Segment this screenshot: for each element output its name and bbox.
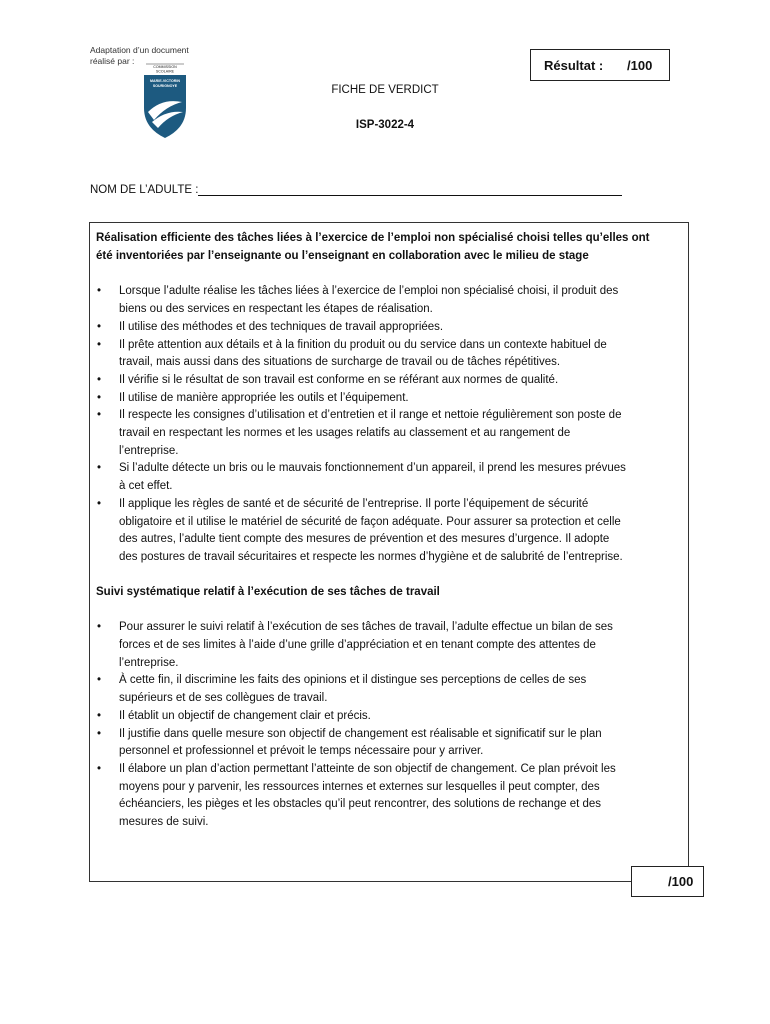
document-title: FICHE DE VERDICT (331, 84, 439, 96)
bullet-icon: • (97, 373, 102, 386)
list-item (96, 619, 686, 672)
list-item-line: à cet effet. (119, 480, 173, 493)
list-item-line: Il élabore un plan d’action permettant l’atteinte de son objectif de changement. Ce plan prévoit les (119, 762, 616, 775)
list-item-line: À cette fin, il discrimine les faits des opinions et il distingue ses perceptions de celles de ses (119, 674, 587, 687)
document-code: ISP-3022-4 (355, 119, 415, 131)
list-item-line: Il établit un objectif de changement clair et précis. (119, 709, 371, 722)
list-item-line: échéanciers, les pièges et les obstacles qu’il peut rencontrer, des solutions de rechange et des (119, 798, 602, 811)
list-item-line: travail, mais aussi dans des situations de surcharge de travail ou de tâches répétitives. (119, 356, 561, 369)
list-item (96, 337, 686, 372)
list-item (96, 460, 686, 495)
list-item-line: l’entreprise. (119, 656, 179, 669)
list-item-line: Il prête attention aux détails et à la finition du produit ou du service dans un contexte habituel de (119, 338, 607, 351)
list-item-line: Pour assurer le suivi relatif à l’exécution de ses tâches de travail, l’adulte effectue un bilan de ses (119, 621, 613, 634)
list-item-line: supérieurs et de ses collègues de travail. (119, 692, 328, 705)
list-item-line: l’entreprise. (119, 444, 179, 457)
bullet-icon: • (97, 462, 102, 475)
list-item-line: biens ou des services en respectant les étapes de réalisation. (119, 303, 433, 316)
name-field-row (90, 183, 622, 196)
list-item (96, 672, 686, 707)
list-item-line: forces et de ses limites à l’aide d’une grille d’appréciation et en tenant compte des attentes de (119, 639, 596, 652)
list-item-line: Il justifie dans quelle mesure son objectif de changement est réalisable et significatif sur le plan (119, 727, 602, 740)
list-item-line: travail en respectant les normes et les usages relatifs au classement et au rangement de (119, 427, 571, 440)
list-item-line: Il utilise des méthodes et des techniques de travail appropriées. (119, 320, 444, 333)
section-2-list (96, 619, 686, 831)
bullet-icon: • (97, 409, 102, 422)
result-box (530, 49, 670, 81)
total-score-box (631, 866, 704, 897)
bullet-icon: • (97, 674, 102, 687)
bullet-icon: • (97, 338, 102, 351)
svg-text:SCOLAIRE: SCOLAIRE (155, 69, 175, 74)
list-item-line: mesures de suivi. (119, 816, 209, 829)
bullet-icon: • (97, 320, 102, 333)
list-item (96, 708, 686, 726)
bullet-icon: • (97, 727, 102, 740)
result-value: /100 (627, 58, 653, 73)
total-score: /100 (668, 874, 694, 889)
list-item-line: moyens pour y parvenir, les ressources internes et externes sur lesquelles il peut compter, des (119, 780, 600, 793)
section-1-title (96, 230, 686, 265)
list-item-line: Il utilise de manière appropriée les outils et l’équipement. (119, 391, 409, 404)
section-1-title-line: Réalisation efficiente des tâches liées à l’exercice de l’emploi non spécialisé choisi telles qu’elles ont (96, 232, 650, 244)
list-item-line: Si l’adulte détecte un bris ou le mauvais fonctionnement d’un appareil, il prend les mesures prévues (119, 462, 626, 475)
adaptation-line-1: Adaptation d’un document (90, 45, 189, 55)
name-blank-line[interactable] (198, 183, 622, 196)
list-item (96, 390, 686, 408)
bullet-icon: • (97, 621, 102, 634)
criteria-content (96, 230, 686, 832)
list-item-line: des postures de travail sécuritaires et respecte les normes d’hygiène et de salubrité de l’entreprise. (119, 550, 623, 563)
list-item (96, 319, 686, 337)
svg-text:COMMISSION: COMMISSION (153, 65, 177, 69)
list-item (96, 761, 686, 832)
bullet-icon: • (97, 391, 102, 404)
list-item (96, 726, 686, 761)
bullet-icon: • (97, 497, 102, 510)
svg-text:SOURIGNOYE: SOURIGNOYE (152, 84, 178, 88)
list-item (96, 372, 686, 390)
bullet-icon: • (97, 285, 102, 298)
adaptation-line-2: réalisé par : (90, 56, 135, 66)
list-item-line: Il respecte les consignes d’utilisation et d’entretien et il range et nettoie régulièrement son poste de (119, 409, 622, 422)
list-item (96, 496, 686, 567)
list-item-line: Lorsque l’adulte réalise les tâches liées à l’exercice de l’emploi non spécialisé choisi, il produit des (119, 285, 619, 298)
bullet-icon: • (97, 709, 102, 722)
list-item (96, 407, 686, 460)
bullet-icon: • (97, 762, 102, 775)
section-1-list (96, 283, 686, 566)
name-label: NOM DE L’ADULTE : (90, 184, 199, 196)
svg-text:MARIE-VICTORIN: MARIE-VICTORIN (150, 79, 180, 83)
section-2-title (96, 584, 686, 602)
list-item-line: Il applique les règles de santé et de sécurité de l’entreprise. Il porte l’équipement de sécurité (119, 497, 589, 510)
list-item-line: des autres, l’adulte tient compte des mesures de prévention et des mesures d’urgence. Il adopte (119, 533, 610, 546)
list-item (96, 283, 686, 318)
result-label: Résultat : (544, 58, 604, 73)
section-1-title-line: été inventoriées par l’enseignante ou l’enseignant en collaboration avec le milieu de stage (96, 249, 589, 262)
section-2-title-line: Suivi systématique relatif à l’exécution de ses tâches de travail (96, 585, 440, 598)
list-item-line: Il vérifie si le résultat de son travail est conforme en se référant aux normes de qualité. (119, 373, 559, 386)
list-item-line: obligatoire et il utilise le matériel de sécurité de façon adéquate. Pour assurer sa protection et celle (119, 515, 621, 528)
list-item-line: personnel et professionnel et prévoit le temps nécessaire pour y arriver. (119, 745, 484, 758)
